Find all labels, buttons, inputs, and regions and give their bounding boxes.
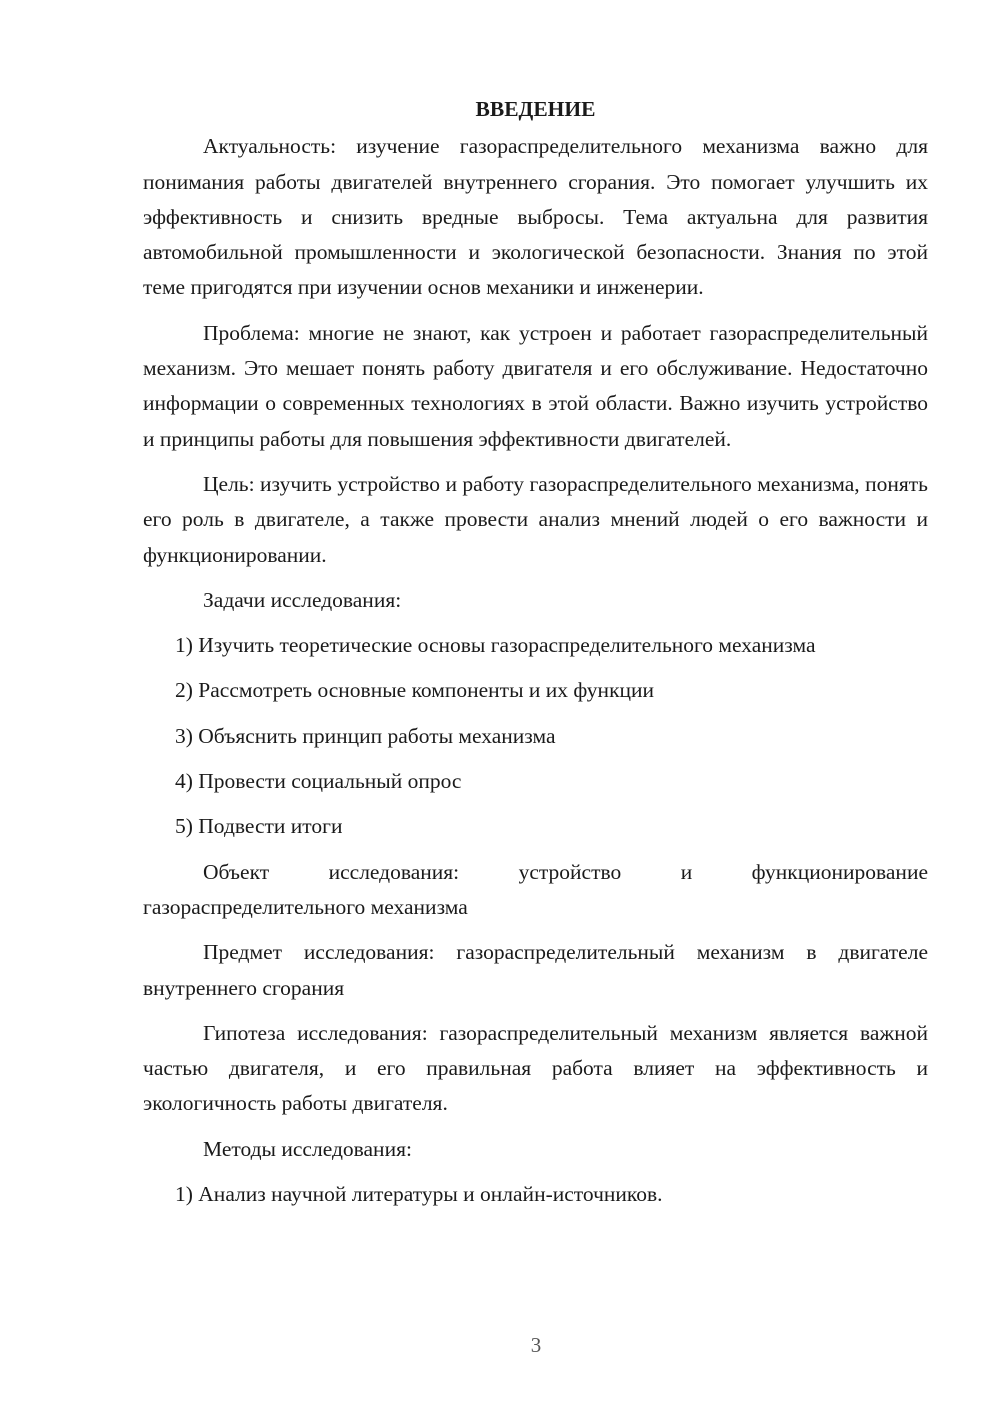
methods-list xyxy=(143,1177,928,1212)
list-item: 2) Рассмотреть основные компоненты и их функции xyxy=(175,678,655,703)
list-item: 3) Объяснить принцип работы механизма xyxy=(175,723,556,748)
goal-paragraph: Цель: изучить устройство и работу газораспределительного механизма, понять его роль в двигателе, а также провести анализ мнений людей о его важности и функционировании. xyxy=(143,471,928,567)
object-paragraph: Объект исследования: устройство и функционирование газораспределительного механизма xyxy=(143,859,928,919)
subject-paragraph: Предмет исследования: газораспределительный механизм в двигателе внутреннего сгорания xyxy=(143,940,928,1000)
list-item: 1) Анализ научной литературы и онлайн-источников. xyxy=(175,1182,663,1207)
relevance-paragraph: Актуальность: изучение газораспределительного механизма важно для понимания работы двигателей внутреннего сгорания. Это помогает улучшить их эффективность и снизить вредные выбросы. Тема актуальна для развития автомобильной промышленности и экологической безопасности. Знания по этой теме пригодятся при изучении основ механики и инженерии. xyxy=(143,134,928,300)
list-item: 5) Подвести итоги xyxy=(175,814,343,839)
section-title: ВВЕДЕНИЕ xyxy=(475,97,596,121)
tasks-list xyxy=(143,628,928,844)
hypothesis-paragraph: Гипотеза исследования: газораспределительный механизм является важной частью двигателя, и его правильная работа влияет на эффективность и экологичность работы двигателя. xyxy=(143,1020,928,1116)
page-number: 3 xyxy=(530,1333,542,1357)
document-page xyxy=(143,92,928,1222)
problem-paragraph: Проблема: многие не знают, как устроен и работает газораспределительный механизм. Это мешает понять работу двигателя и его обслуживание. Недостаточно информации о современных технологиях в этой области. Важно изучить устройство и принципы работы для повышения эффективности двигателей. xyxy=(143,320,928,451)
methods-heading: Методы исследования: xyxy=(203,1136,412,1161)
list-item: 4) Провести социальный опрос xyxy=(175,769,462,794)
tasks-heading: Задачи исследования: xyxy=(203,587,402,612)
list-item: 1) Изучить теоретические основы газораспределительного механизма xyxy=(175,633,816,658)
